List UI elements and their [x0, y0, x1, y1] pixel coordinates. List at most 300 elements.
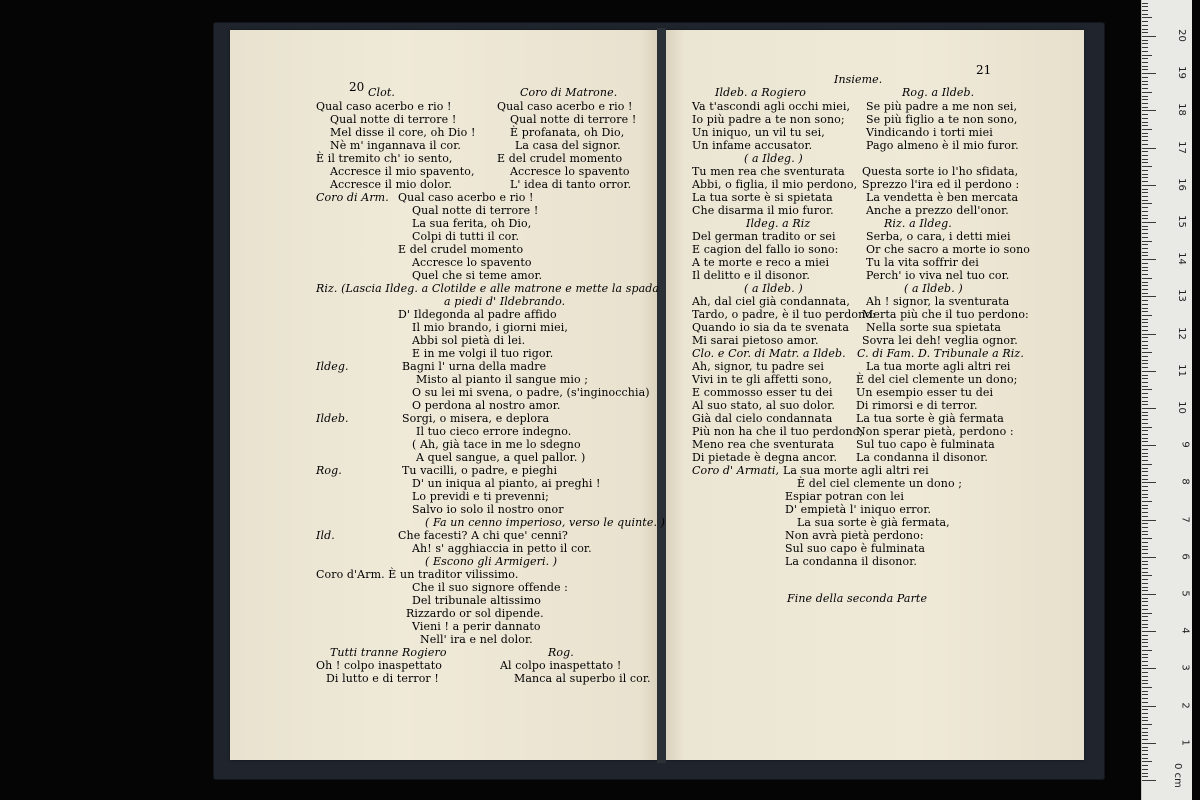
left-page-text-line: ( Fa un cenno imperioso, verso le quinte. ) — [425, 516, 666, 529]
ruler-tick — [1142, 177, 1148, 178]
left-page-text-line: Abbi sol pietà di lei. — [412, 334, 526, 347]
left-page-text-line: Coro di Arm. — [316, 191, 389, 204]
ruler-tick — [1142, 375, 1148, 376]
right-page-text-line: La sua sorte è già fermata, — [797, 516, 950, 529]
ruler-tick — [1142, 237, 1148, 238]
ruler-tick — [1142, 650, 1152, 651]
ruler-tick — [1142, 508, 1148, 509]
ruler-tick — [1142, 233, 1148, 234]
ruler-tick — [1142, 345, 1148, 346]
ruler-tick — [1142, 456, 1148, 457]
ruler-tick — [1142, 278, 1152, 279]
ruler-tick — [1142, 378, 1148, 379]
left-page-text-line: L' idea di tanto orror. — [510, 178, 632, 191]
ruler-tick — [1142, 226, 1148, 227]
ruler-tick — [1142, 538, 1152, 539]
ruler-tick — [1142, 494, 1148, 495]
right-page-text-line: Già dal cielo condannata — [692, 412, 833, 425]
right-page-text-line: ( a Ildeg. ) — [744, 152, 803, 165]
ruler-tick — [1142, 274, 1148, 275]
left-page-text-line: Il tuo cieco errore indegno. — [416, 425, 572, 438]
ruler-tick — [1142, 367, 1148, 368]
right-page-text-line: Un iniquo, un vil tu sei, — [692, 126, 825, 139]
left-page-text-line: Accresce il mio spavento, — [330, 165, 475, 178]
ruler-number: 10 — [1176, 401, 1188, 414]
ruler-tick — [1142, 215, 1148, 216]
right-page-text-line: Tu la vita soffrir dei — [866, 256, 979, 269]
left-page-text-line: La casa del signor. — [515, 139, 621, 152]
left-page-text-line: Rizzardo or sol dipende. — [406, 607, 544, 620]
ruler-tick — [1142, 624, 1148, 625]
right-page-text-line: Meno rea che sventurata — [692, 438, 835, 451]
left-page-text-line: Oh ! colpo inaspettato — [316, 659, 442, 672]
left-page-text-line: Quel che si teme amor. — [412, 269, 543, 282]
ruler-tick — [1142, 255, 1148, 256]
ruler-tick — [1142, 304, 1148, 305]
ruler-tick — [1142, 694, 1148, 695]
left-page-text-line: Il mio brando, i giorni miei, — [412, 321, 568, 334]
right-page-text-line: La sua morte agli altri rei — [783, 464, 929, 477]
ruler-tick — [1142, 657, 1148, 658]
ruler-tick — [1142, 665, 1148, 666]
ruler-tick — [1142, 486, 1148, 487]
ruler-tick — [1142, 479, 1148, 480]
right-page-text-line: Pago almeno è il mio furor. — [866, 139, 1019, 152]
left-page-text-line: O perdona al nostro amor. — [412, 399, 561, 412]
ruler-number: 16 — [1176, 177, 1188, 191]
left-page-text-line: O su lei mi svena, o padre, (s'inginocchia) — [412, 386, 650, 399]
ruler-tick — [1142, 285, 1148, 286]
ruler-tick — [1142, 397, 1148, 398]
ruler-tick — [1142, 534, 1148, 535]
ruler-number: 15 — [1176, 215, 1188, 228]
left-page-text-line: Salvo io solo il nostro onor — [412, 503, 564, 516]
ruler-tick — [1142, 17, 1152, 18]
ruler-tick — [1142, 99, 1148, 100]
right-page-text-line: È del ciel clemente un dono ; — [797, 477, 963, 490]
ruler-tick — [1142, 43, 1148, 44]
left-page-text-line: Del tribunale altissimo — [412, 594, 542, 607]
ruler-tick — [1142, 691, 1148, 692]
left-page-text-line: Bagni l' urna della madre — [402, 360, 547, 373]
ruler-tick — [1142, 654, 1148, 655]
ruler-number: 6 — [1179, 553, 1191, 560]
ruler-tick — [1142, 118, 1148, 119]
ruler-tick — [1142, 337, 1148, 338]
ruler-tick — [1142, 635, 1148, 636]
right-page-text-line: Coro d' Armati, — [692, 464, 780, 477]
ruler-tick — [1142, 601, 1148, 602]
ruler-tick — [1142, 252, 1148, 253]
ruler-tick — [1142, 765, 1148, 766]
left-page-text-line: E del crudel momento — [497, 152, 623, 165]
ruler-tick — [1142, 140, 1148, 141]
ruler-tick — [1142, 73, 1156, 74]
ruler-tick — [1142, 371, 1156, 372]
ruler-tick — [1142, 471, 1148, 472]
ruler-tick — [1142, 315, 1152, 316]
right-page-text-line: E cagion del fallo io sono: — [692, 243, 839, 256]
right-page-text-line: Un infame accusator. — [692, 139, 813, 152]
right-page-text-line: Insieme. — [834, 73, 883, 86]
ruler-tick — [1142, 107, 1148, 108]
ruler-tick — [1142, 322, 1148, 323]
ruler-unit-label: 0 cm — [1172, 763, 1184, 788]
right-page-text-line: Or che sacro a morte io sono — [866, 243, 1030, 256]
ruler-tick — [1142, 62, 1148, 63]
right-page-text-line: Anche a prezzo dell'onor. — [866, 204, 1009, 217]
ruler-number: 18 — [1176, 103, 1188, 117]
right-page-text-line: A te morte e reco a miei — [692, 256, 830, 269]
right-page-text-line: Fine della seconda Parte — [787, 592, 928, 605]
ruler-tick — [1142, 616, 1148, 617]
ruler-tick — [1142, 66, 1148, 67]
right-page-text-line: Nella sorte sua spietata — [866, 321, 1002, 334]
ruler-tick — [1142, 412, 1148, 413]
ruler-tick — [1142, 683, 1148, 684]
right-page-text-line: Sovra lei deh! veglia ognor. — [862, 334, 1018, 347]
ruler-tick — [1142, 21, 1148, 22]
ruler-tick — [1142, 773, 1148, 774]
ruler-tick — [1142, 743, 1156, 744]
ruler-tick — [1142, 174, 1148, 175]
ruler-tick — [1142, 520, 1156, 521]
ruler-tick — [1142, 613, 1152, 614]
ruler-number: 7 — [1179, 515, 1191, 523]
ruler-tick — [1142, 497, 1148, 498]
right-page-text-line: Sprezzo l'ira ed il perdono : — [862, 178, 1020, 191]
ruler-tick — [1142, 561, 1148, 562]
ruler-tick — [1142, 419, 1148, 420]
ruler-tick — [1142, 114, 1148, 115]
ruler-tick — [1142, 192, 1148, 193]
ruler-tick — [1142, 769, 1148, 770]
left-page-text-line: La sua ferita, oh Dio, — [412, 217, 532, 230]
ruler-tick — [1142, 162, 1148, 163]
ruler-tick — [1142, 363, 1148, 364]
ruler-tick — [1142, 148, 1156, 149]
ruler-tick — [1142, 166, 1152, 167]
left-page-text-line: Che facesti? A chi que' cenni? — [398, 529, 568, 542]
ruler-tick — [1142, 14, 1148, 15]
left-page-text-line: Mel disse il core, oh Dio ! — [330, 126, 476, 139]
right-page-text-line: La condanna il disonor. — [856, 451, 988, 464]
ruler-tick — [1142, 758, 1148, 759]
right-page-text-line: Ildeb. a Rogiero — [715, 86, 806, 99]
ruler-tick — [1142, 598, 1148, 599]
right-page-text-line: Di rimorsi e di terror. — [856, 399, 978, 412]
left-page-text-line: D' Ildegonda al padre affido — [398, 308, 557, 321]
ruler-tick — [1142, 289, 1148, 290]
right-page-text-line: È del ciel clemente un dono; — [856, 373, 1018, 386]
right-page-text-line: Che disarma il mio furor. — [692, 204, 834, 217]
ruler-tick — [1142, 527, 1148, 528]
ruler-tick — [1142, 646, 1148, 647]
ruler-tick — [1142, 430, 1148, 431]
ruler-tick — [1142, 735, 1148, 736]
ruler-tick — [1142, 125, 1148, 126]
right-page-text-line: Al suo stato, al suo dolor. — [692, 399, 835, 412]
ruler-tick — [1142, 393, 1148, 394]
left-page-text-line: Nell' ira e nel dolor. — [420, 633, 533, 646]
ruler-tick — [1142, 267, 1148, 268]
left-page-text-line: Vieni ! a perir dannato — [412, 620, 541, 633]
left-page-text-line: E del crudel momento — [398, 243, 524, 256]
ruler-tick — [1142, 270, 1148, 271]
left-page-text-line: Ild. — [316, 529, 335, 542]
right-page-text-line: Il delitto e il disonor. — [692, 269, 810, 282]
left-page-text-line: Coro d'Arm. È un traditor vilissimo. — [316, 568, 519, 581]
left-page-text-line: Accresce il mio dolor. — [330, 178, 452, 191]
ruler-tick — [1142, 244, 1148, 245]
ruler-tick — [1142, 203, 1152, 204]
ruler-tick — [1142, 605, 1148, 606]
ruler-tick — [1142, 546, 1148, 547]
ruler-tick — [1142, 706, 1156, 707]
ruler-tick — [1142, 144, 1148, 145]
ruler-tick — [1142, 55, 1152, 56]
right-page-text-line: E commosso esser tu dei — [692, 386, 833, 399]
ruler-tick — [1142, 196, 1148, 197]
ruler-tick — [1142, 490, 1148, 491]
left-page-text-line: E in me volgi il tuo rigor. — [412, 347, 554, 360]
left-page-text-line: Clot. — [368, 86, 395, 99]
right-page-text-line: Espiar potran con lei — [785, 490, 905, 503]
ruler-tick — [1142, 415, 1148, 416]
right-page-text-line: Mi sarai pietoso amor. — [692, 334, 819, 347]
ruler-number: 17 — [1176, 140, 1188, 154]
ruler-tick — [1142, 84, 1148, 85]
ruler-tick — [1142, 32, 1148, 33]
ruler-tick — [1142, 326, 1148, 327]
right-page-text-line: La vendetta è ben mercata — [866, 191, 1019, 204]
left-page-text-line: Qual caso acerbo e rio ! — [398, 191, 534, 204]
right-page-text-line: La condanna il disonor. — [785, 555, 917, 568]
ruler-number: 5 — [1179, 590, 1191, 597]
ruler-tick — [1142, 642, 1148, 643]
ruler-tick — [1142, 189, 1148, 190]
left-page-text-line: Ah! s' agghiaccia in petto il cor. — [412, 542, 592, 555]
ruler-tick — [1142, 6, 1148, 7]
ruler-tick — [1142, 122, 1148, 123]
ruler-tick — [1142, 583, 1148, 584]
right-page-text-line: Vivi in te gli affetti sono, — [692, 373, 832, 386]
ruler-tick — [1142, 319, 1148, 320]
ruler-tick — [1142, 133, 1148, 134]
ruler-tick — [1142, 341, 1148, 342]
ruler-tick — [1142, 609, 1148, 610]
ruler-number: 13 — [1176, 289, 1188, 303]
ruler-tick — [1142, 505, 1148, 506]
right-page-text-line: Di pietade è degna ancor. — [692, 451, 838, 464]
ruler-tick — [1142, 427, 1152, 428]
right-page-text-line: Ah ! signor, la sventurata — [866, 295, 1010, 308]
right-page-text-line: Tu men rea che sventurata — [692, 165, 845, 178]
ruler-tick — [1142, 159, 1148, 160]
left-page-text-line: Riz. (Lascia Ildeg. a Clotilde e alle matrone e mette la spada — [316, 282, 660, 295]
left-page-text-line: Al colpo inaspettato ! — [500, 659, 622, 672]
ruler-tick — [1142, 542, 1148, 543]
ruler-tick — [1142, 404, 1148, 405]
ruler-tick — [1142, 698, 1148, 699]
ruler-tick — [1142, 747, 1148, 748]
left-page-text-line: Coro di Matrone. — [520, 86, 618, 99]
ruler-tick — [1142, 627, 1148, 628]
right-page-text-line: ( a Ildeb. ) — [904, 282, 963, 295]
ruler-tick — [1142, 222, 1156, 223]
left-page-text-line: Qual notte di terrore ! — [510, 113, 637, 126]
ruler-number: 4 — [1179, 627, 1191, 634]
ruler-tick — [1142, 389, 1152, 390]
left-page-text-line: ( Escono gli Armigeri. ) — [425, 555, 558, 568]
left-page-text-line: A quel sangue, a quel pallor. ) — [416, 451, 586, 464]
right-page-text-line: Va t'ascondi agli occhi miei, — [692, 100, 851, 113]
ruler-tick — [1142, 482, 1156, 483]
ruler-tick — [1142, 136, 1148, 137]
ruler-tick — [1142, 129, 1152, 130]
left-page-text-line: Misto al pianto il sangue mio ; — [416, 373, 589, 386]
left-page-number: 20 — [349, 80, 365, 94]
ruler-number: 19 — [1176, 66, 1188, 80]
ruler-tick — [1142, 348, 1148, 349]
ruler-tick — [1142, 401, 1148, 402]
ruler-tick — [1142, 717, 1148, 718]
ruler-number: 2 — [1179, 701, 1191, 709]
right-page-text-line: Rog. a Ildeb. — [902, 86, 975, 99]
ruler-tick — [1142, 300, 1148, 301]
ruler-tick — [1142, 594, 1156, 595]
ruler-tick — [1142, 170, 1148, 171]
right-page-number: 21 — [976, 63, 992, 77]
ruler-tick — [1142, 69, 1148, 70]
left-page-text-line: È profanata, oh Dio, — [510, 126, 625, 139]
ruler-tick — [1142, 549, 1148, 550]
ruler-tick — [1142, 207, 1148, 208]
ruler-tick — [1142, 211, 1148, 212]
left-page-text-line: Qual caso acerbo e rio ! — [497, 100, 633, 113]
ruler-tick — [1142, 631, 1156, 632]
ruler-number: 20 — [1176, 29, 1188, 42]
left-page-text-line: a piedi d' Ildebrando. — [444, 295, 566, 308]
ruler-tick — [1142, 229, 1148, 230]
ruler-tick — [1142, 241, 1152, 242]
ruler-tick — [1142, 181, 1148, 182]
ruler-tick — [1142, 434, 1148, 435]
left-page-text-line: Manca al superbo il cor. — [514, 672, 651, 685]
ruler-tick — [1142, 575, 1152, 576]
ruler-tick — [1142, 739, 1148, 740]
right-page-text-line: Questa sorte io l'ho sfidata, — [862, 165, 1019, 178]
left-page-text-line: È il tremito ch' io sento, — [316, 152, 453, 165]
ruler-tick — [1142, 96, 1148, 97]
ruler-tick — [1142, 445, 1156, 446]
ruler-tick — [1142, 185, 1156, 186]
ruler-tick — [1142, 151, 1148, 152]
ruler-tick — [1142, 512, 1148, 513]
right-page-text-line: ( a Ildeb. ) — [744, 282, 803, 295]
ruler-tick — [1142, 449, 1148, 450]
right-page-text-line: Perch' io viva nel tuo cor. — [866, 269, 1010, 282]
ruler-tick — [1142, 750, 1148, 751]
left-page-text-line: ( Ah, già tace in me lo sdegno — [412, 438, 581, 451]
ruler-tick — [1142, 776, 1148, 777]
ruler-tick — [1142, 40, 1148, 41]
ruler-tick — [1142, 356, 1148, 357]
ruler-tick — [1142, 468, 1148, 469]
right-page-text-line: Ildeg. a Riz — [746, 217, 811, 230]
left-page-text-line: Qual caso acerbo e rio ! — [316, 100, 452, 113]
ruler-tick — [1142, 25, 1148, 26]
ruler-tick — [1142, 475, 1148, 476]
ruler-tick — [1142, 453, 1148, 454]
ruler-tick — [1142, 732, 1148, 733]
left-page-text-line: Ildeb. — [316, 412, 349, 425]
ruler-tick — [1142, 668, 1156, 669]
ruler-tick — [1142, 10, 1148, 11]
ruler-number: 12 — [1176, 326, 1188, 340]
ruler-tick — [1142, 408, 1156, 409]
ruler-tick — [1142, 110, 1156, 111]
right-page-text-line: Vindicando i torti miei — [866, 126, 993, 139]
left-page-text-line: Colpi di tutti il cor. — [412, 230, 520, 243]
ruler-tick — [1142, 293, 1148, 294]
ruler-number: 8 — [1179, 478, 1191, 486]
right-page-text-line: Sul suo capo è fulminata — [785, 542, 926, 555]
right-page-text-line: Abbi, o figlia, il mio perdono, — [692, 178, 858, 191]
ruler-tick — [1142, 460, 1148, 461]
ruler-tick — [1142, 92, 1152, 93]
ruler-tick — [1142, 36, 1156, 37]
ruler-number: 11 — [1176, 363, 1188, 377]
ruler-tick — [1142, 29, 1148, 30]
ruler-tick — [1142, 531, 1148, 532]
right-page-text-line: Ah, dal ciel già condannata, — [692, 295, 850, 308]
ruler-tick — [1142, 568, 1148, 569]
ruler-tick — [1142, 680, 1148, 681]
ruler-tick — [1142, 438, 1148, 439]
left-page-text-line: Sorgi, o misera, e deplora — [402, 412, 550, 425]
ruler-tick — [1142, 553, 1148, 554]
ruler-tick — [1142, 58, 1148, 59]
ruler-tick — [1142, 382, 1148, 383]
ruler-tick — [1142, 564, 1148, 565]
left-page-text-line: Qual notte di terrore ! — [412, 204, 539, 217]
ruler-tick — [1142, 103, 1148, 104]
ruler-tick — [1142, 3, 1148, 4]
left-page-text-line: Nè m' ingannava il cor. — [330, 139, 461, 152]
ruler-tick — [1142, 590, 1148, 591]
right-page-text-line: Se più figlio a te non sono, — [866, 113, 1018, 126]
right-page-text-line: Più non ha che il tuo perdono; — [692, 425, 864, 438]
ruler-tick — [1142, 308, 1148, 309]
right-page-text-line: Clo. e Cor. di Matr. a Ildeb. — [692, 347, 846, 360]
left-page-text-line: Rog. — [548, 646, 574, 659]
ruler-tick — [1142, 720, 1148, 721]
right-page-text-line: Se più padre a me non sei, — [866, 100, 1018, 113]
ruler-tick — [1142, 713, 1148, 714]
ruler-tick — [1142, 296, 1156, 297]
left-page-text-line: Rog. — [316, 464, 342, 477]
ruler-tick — [1142, 423, 1148, 424]
ruler-tick — [1142, 441, 1148, 442]
ruler-tick — [1142, 672, 1148, 673]
ruler-tick — [1142, 754, 1148, 755]
ruler-tick — [1142, 761, 1152, 762]
ruler-tick — [1142, 702, 1148, 703]
ruler-tick — [1142, 709, 1148, 710]
book-gutter — [657, 28, 666, 763]
ruler-tick — [1142, 218, 1148, 219]
